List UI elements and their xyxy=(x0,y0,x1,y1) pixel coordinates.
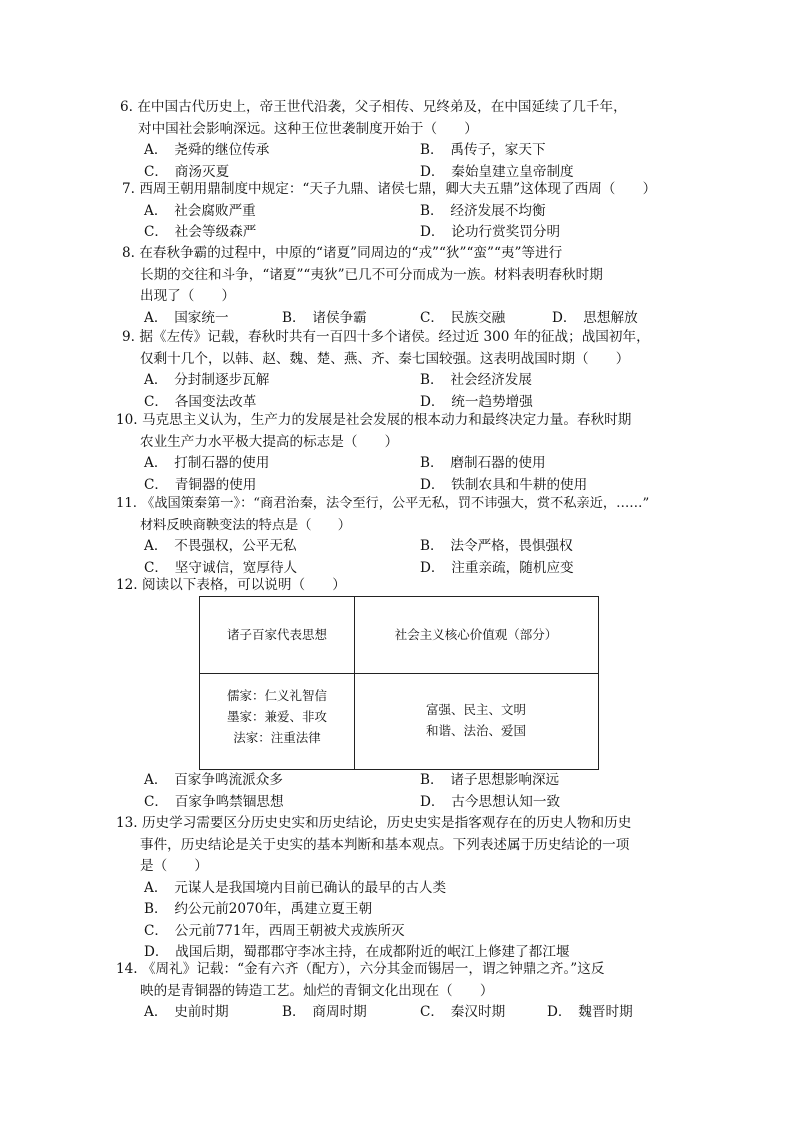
option-c[interactable]: C． 社会等级森严 xyxy=(144,224,257,240)
question-12 xyxy=(116,575,682,597)
options-row xyxy=(122,308,682,330)
option-c[interactable]: C． 秦汉时期 xyxy=(420,1004,506,1020)
option-b[interactable]: B． 禹传子，家天下 xyxy=(420,142,546,158)
table-divider-horizontal xyxy=(200,673,598,674)
table-cell-line: 法家：注重法律 xyxy=(233,730,321,745)
question-12-options xyxy=(122,770,682,813)
options-row xyxy=(122,201,682,223)
question-stem-line2: 事件，历史结论是关于史实的基本判断和基本观点。下列表述属于历史结论的一项 xyxy=(140,836,630,853)
option-d[interactable]: D． 魏晋时期 xyxy=(547,1004,633,1020)
option-d[interactable]: D． 论功行赏奖罚分明 xyxy=(420,224,561,240)
question-number: 6. xyxy=(120,99,133,115)
options-row xyxy=(122,140,682,162)
question-number: 13. xyxy=(116,815,138,831)
options-row xyxy=(122,370,682,392)
option-b[interactable]: B． 约公元前2070年，禹建立夏王朝 xyxy=(144,901,373,917)
table-cell-line: 富强、民主、文明 xyxy=(425,702,526,717)
question-stem: 西周王朝用鼎制度中规定：“天子九鼎、诸侯七鼎，卿大夫五鼎”这体现了西周（ ） xyxy=(139,181,657,197)
option-b[interactable]: B． 经济发展不均衡 xyxy=(420,202,546,219)
table-divider-vertical xyxy=(354,597,355,769)
option-a[interactable]: A． 百家争鸣流派众多 xyxy=(144,772,283,788)
options-row xyxy=(122,899,682,921)
question-stem: 阅读以下表格，可以说明（ ） xyxy=(141,577,346,593)
table-body-left xyxy=(200,685,354,748)
options-row xyxy=(122,453,682,475)
options-row xyxy=(122,1002,682,1024)
question-number: 14. xyxy=(116,961,138,977)
option-b[interactable]: B． 商周时期 xyxy=(282,1004,367,1020)
question-stem: 《周礼》记载：“金有六齐（配方），六分其金而锡居一，谓之钟鼎之齐。”这反 xyxy=(141,961,605,977)
question-6 xyxy=(122,97,682,183)
option-d[interactable]: D． 注重亲疏，随机应变 xyxy=(420,559,574,576)
options-row xyxy=(122,792,682,814)
option-a[interactable]: A． 社会腐败严重 xyxy=(144,202,256,219)
question-stem: 据《左传》记载，春秋时共有一百四十多个诸侯。经过近 300 年的征战；战国初年， xyxy=(139,329,650,345)
option-d[interactable]: D． 战国后期，蜀郡郡守李冰主持，在成都附近的岷江上修建了都江堰 xyxy=(144,944,570,960)
option-a[interactable]: A． 元谋人是我国境内目前已确认的最早的古人类 xyxy=(144,879,447,896)
options-row xyxy=(122,770,682,792)
table-cell-line: 墨家：兼爱、非攻 xyxy=(226,709,327,724)
option-c[interactable]: C． 公元前771年，西周王朝被犬戎族所灭 xyxy=(144,922,405,939)
option-a[interactable]: A． 不畏强权，公平无私 xyxy=(144,538,297,554)
option-b[interactable]: B． 诸侯争霸 xyxy=(282,309,367,326)
option-c[interactable]: C． 各国变法改革 xyxy=(144,393,257,410)
option-b[interactable]: B． 社会经济发展 xyxy=(420,372,532,388)
question-8 xyxy=(122,243,682,329)
option-c[interactable]: C． 青铜器的使用 xyxy=(144,476,257,493)
question-number: 11. xyxy=(116,496,137,511)
question-stem-line3: 出现了（ ） xyxy=(140,288,236,304)
options-row xyxy=(122,921,682,943)
question-stem: 在中国古代历史上，帝王世代沿袭，父子相传、兄终弟及，在中国延续了几千年， xyxy=(137,99,627,115)
option-a[interactable]: A． 史前时期 xyxy=(144,1004,229,1020)
question-11 xyxy=(116,493,682,579)
question-number: 7. xyxy=(122,181,135,197)
option-d[interactable]: D． 秦始皇建立皇帝制度 xyxy=(420,163,574,180)
question-stem-line2: 材料反映商鞅变法的特点是（ ） xyxy=(140,517,351,533)
options-row xyxy=(122,878,682,900)
option-b[interactable]: B． 诸子思想影响深远 xyxy=(420,772,560,788)
table-cell-line: 和谐、法治、爱国 xyxy=(425,723,526,738)
options-row xyxy=(122,536,682,558)
option-d[interactable]: D． 铁制农具和牛耕的使用 xyxy=(420,476,588,493)
option-c[interactable]: C． 坚守诚信，宽厚待人 xyxy=(144,559,298,576)
question-stem-line2: 仅剩十几个，以韩、赵、魏、楚、燕、齐、秦七国较强。这表明战国时期（ ） xyxy=(140,350,630,367)
question-9 xyxy=(122,327,682,413)
question-stem: 历史学习需要区分历史史实和历史结论，历史史实是指客观存在的历史人物和历史 xyxy=(141,815,632,831)
table-cell-line: 儒家：仁义礼智信 xyxy=(226,688,327,703)
table-body-right xyxy=(354,699,598,741)
question-number: 8. xyxy=(122,245,135,261)
option-a[interactable]: A． 分封制逐步瓦解 xyxy=(144,372,270,388)
question-13 xyxy=(116,813,682,964)
option-d[interactable]: D． 古今思想认知一致 xyxy=(420,793,561,810)
question-number: 12. xyxy=(116,577,138,593)
question-stem-line2: 对中国社会影响深远。这种王位世袭制度开始于（ ） xyxy=(138,120,478,137)
option-c[interactable]: C． 百家争鸣禁锢思想 xyxy=(144,793,284,810)
option-a[interactable]: A． 国家统一 xyxy=(144,309,229,326)
question-14 xyxy=(116,959,682,1024)
question-stem-line2: 长期的交往和斗争，“诸夏”“夷狄”已几不可分而成为一族。材料表明春秋时期 xyxy=(140,266,603,283)
option-a[interactable]: A． 打制石器的使用 xyxy=(144,455,270,471)
option-b[interactable]: B． 磨制石器的使用 xyxy=(420,455,546,471)
question-number: 9. xyxy=(122,329,135,345)
question-stem: 马克思主义认为，生产力的发展是社会发展的根本动力和最终决定力量。春秋时期 xyxy=(141,412,632,428)
option-c[interactable]: C． 商汤灭夏 xyxy=(144,163,230,180)
question-stem-line2: 映的是青铜器的铸造工艺。灿烂的青铜文化出现在（ ） xyxy=(140,982,494,999)
question-7 xyxy=(122,179,682,244)
options-row xyxy=(122,222,682,244)
option-b[interactable]: B． 法令严格，畏惧强权 xyxy=(420,538,573,554)
question-stem: 《战国策秦第一》：“商君治秦，法令至行，公平无私，罚不讳强大，赏不私亲近，……” xyxy=(141,496,650,511)
option-d[interactable]: D． 统一趋势增强 xyxy=(420,393,533,410)
option-c[interactable]: C． 民族交融 xyxy=(420,309,506,326)
question-stem-line3: 是（ ） xyxy=(140,858,208,874)
option-a[interactable]: A． 尧舜的继位传承 xyxy=(144,142,270,158)
question-number: 10. xyxy=(116,412,138,428)
question-stem: 在春秋争霸的过程中，中原的“诸夏”同周边的“戎”“狄”“蛮”“夷”等进行 xyxy=(139,245,563,261)
question-10 xyxy=(116,410,682,496)
comparison-table xyxy=(199,596,599,770)
option-d[interactable]: D． 思想解放 xyxy=(552,309,638,326)
table-header-right: 社会主义核心价值观（部分） xyxy=(394,627,558,642)
question-stem-line2: 农业生产力水平极大提高的标志是（ ） xyxy=(140,433,399,450)
table-header-left: 诸子百家代表思想 xyxy=(226,627,327,642)
